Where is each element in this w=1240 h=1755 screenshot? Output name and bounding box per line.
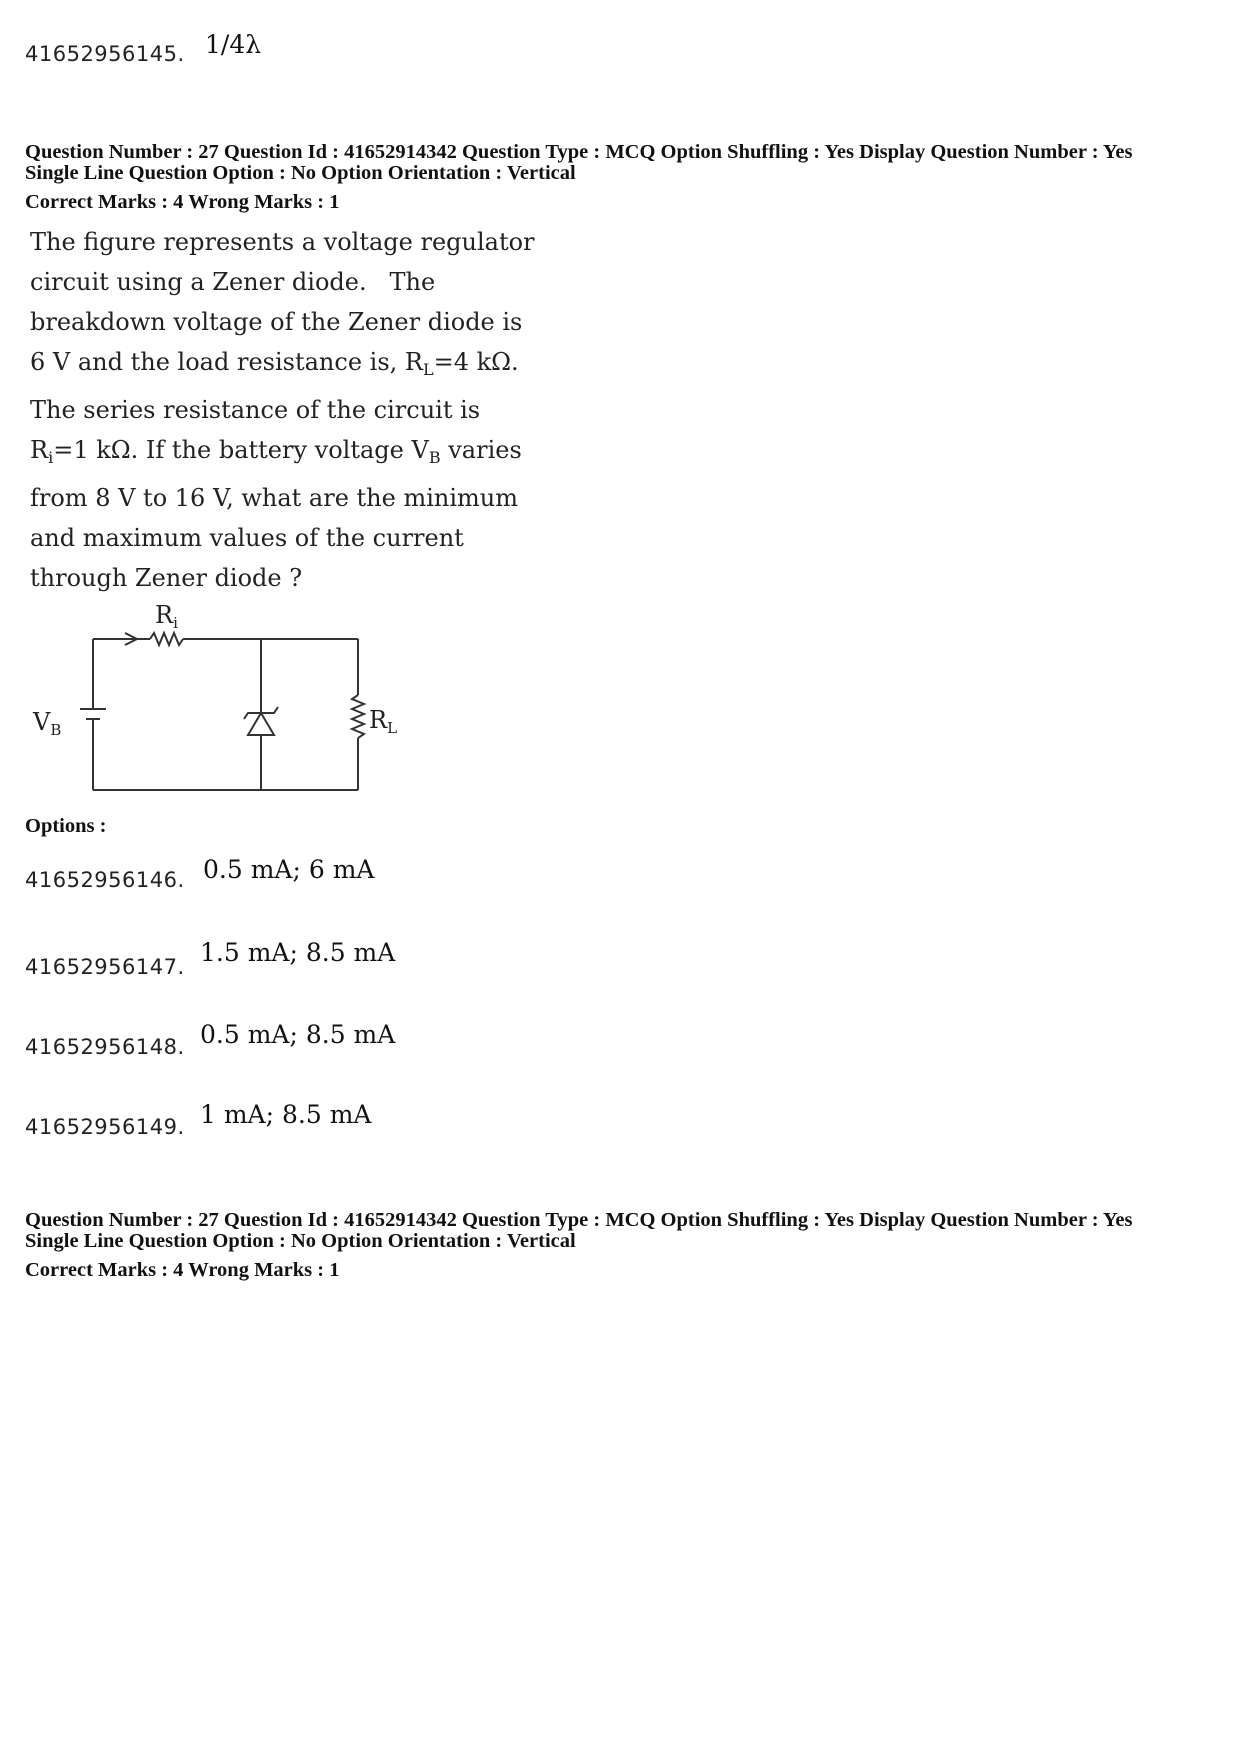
question-meta-line1: Question Number : 27 Question Id : 41652914342 Question Type : MCQ Option Shuffling : Yes Display Question Number : Yes [25,141,1133,163]
options-label: Options : [25,815,107,837]
rl-label: $R_L$ [369,706,398,737]
question-line: circuit using a Zener diode. The [30,268,436,296]
question-line: and maximum values of the current [30,524,464,552]
next-question-meta-line1: Question Number : 27 Question Id : 41652914342 Question Type : MCQ Option Shuffling : Yes Display Question Number : Yes [25,1209,1133,1231]
question-line: breakdown voltage of the Zener diode is [30,308,523,336]
option-text[interactable]: 1.5 mA; 8.5 mA [200,938,396,967]
next-question-marks: Correct Marks : 4 Wrong Marks : 1 [25,1259,340,1281]
question-line: The series resistance of the circuit is [30,396,481,424]
option-text[interactable]: 0.5 mA; 6 mA [203,855,375,884]
option-text[interactable]: 1 mA; 8.5 mA [200,1100,372,1129]
question-meta-line2: Single Line Question Option : No Option Orientation : Vertical [25,162,576,184]
option-id: 41652956148. [25,1035,185,1059]
question-line: 6 V and the load resistance is, $R_L=4$ kΩ. [30,348,519,379]
option-id: 41652956149. [25,1115,185,1139]
ri-label: $R_i$ [155,601,178,632]
ri-resistor [150,633,183,645]
zener-diode-icon [248,713,274,735]
question-meta [25,142,1133,213]
question-line: from 8 V to 16 V, what are the minimum [30,484,519,512]
question-text [30,222,535,598]
question-line: The figure represents a voltage regulator [30,228,535,256]
question-marks: Correct Marks : 4 Wrong Marks : 1 [25,191,340,213]
question-line: $R_i=1$ kΩ. If the battery voltage $V_B$ varies [30,436,522,467]
option-id: 41652956146. [25,868,185,892]
option-text[interactable]: 0.5 mA; 8.5 mA [200,1020,396,1049]
option-id: 41652956147. [25,955,185,979]
prev-option-id: 41652956145. [25,42,185,66]
next-question-meta-line2: Single Line Question Option : No Option Orientation : Vertical [25,1230,576,1252]
question-line: through Zener diode ? [30,564,303,592]
vb-label: $V_B$ [33,708,62,739]
zener-circuit-diagram [25,595,425,810]
next-question-meta [25,1210,1133,1281]
rl-resistor [352,695,364,738]
prev-option-text: 1/4λ [205,30,262,59]
